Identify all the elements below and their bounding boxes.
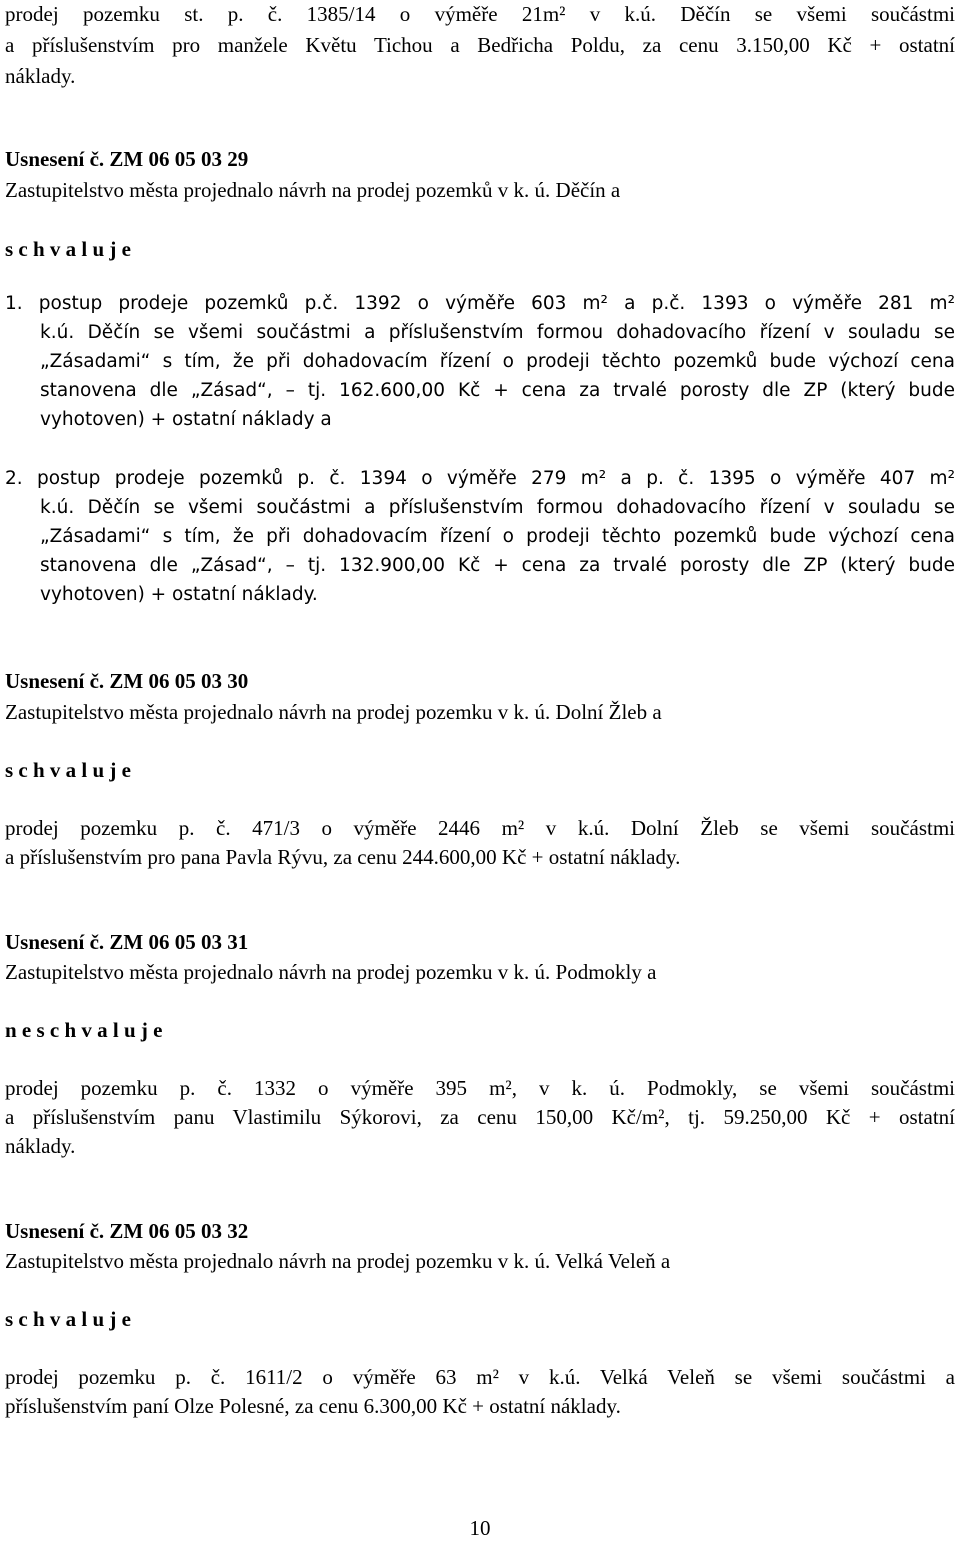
resolution-31-line-1: prodej pozemku p. č. 1332 o výměře 395 m², v k. ú. Podmokly, se všemi součástmi: [5, 1076, 955, 1100]
resolution-29-point1-line4: stanovena dle „Zásad“, – tj. 162.600,00 Kč + cena za trvalé porosty dle ZP (který bude: [40, 380, 955, 401]
resolution-29-text: Zastupitelstvo města projednalo návrh na prodej pozemků v k. ú. Děčín a: [5, 178, 621, 202]
intro-line-1: prodej pozemku st. p. č. 1385/14 o výměře 21m² v k.ú. Děčín se všemi součástmi: [5, 2, 955, 26]
resolution-29-verdict: s c h v a l u j e: [5, 237, 131, 261]
resolution-29-point2-line5: vyhotoven) + ostatní náklady.: [40, 584, 318, 605]
resolution-29-heading: Usnesení č. ZM 06 05 03 29: [5, 147, 249, 171]
resolution-29-point2-line4: stanovena dle „Zásad“, – tj. 132.900,00 Kč + cena za trvalé porosty dle ZP (který bude: [40, 555, 955, 576]
resolution-32-verdict: s c h v a l u j e: [5, 1307, 131, 1331]
resolution-30-heading: Usnesení č. ZM 06 05 03 30: [5, 669, 249, 693]
resolution-32-line-2: příslušenstvím paní Olze Polesné, za cenu 6.300,00 Kč + ostatní náklady.: [5, 1394, 621, 1418]
resolution-29-point1-line1: 1. postup prodeje pozemků p.č. 1392 o výměře 603 m² a p.č. 1393 o výměře 281 m²: [5, 293, 955, 314]
resolution-30-line-2: a příslušenstvím pro pana Pavla Rývu, za cenu 244.600,00 Kč + ostatní náklady.: [5, 845, 681, 869]
resolution-31-heading: Usnesení č. ZM 06 05 03 31: [5, 930, 249, 954]
resolution-32-text: Zastupitelstvo města projednalo návrh na prodej pozemku v k. ú. Velká Veleň a: [5, 1249, 671, 1273]
resolution-31-verdict: n e s c h v a l u j e: [5, 1018, 163, 1042]
resolution-31-line-3: náklady.: [5, 1134, 76, 1158]
resolution-31-text: Zastupitelstvo města projednalo návrh na prodej pozemku v k. ú. Podmokly a: [5, 960, 657, 984]
resolution-29-point1-line2: k.ú. Děčín se všemi součástmi a příslušenstvím formou dohadovacího řízení v souladu se: [40, 322, 955, 343]
resolution-32-heading: Usnesení č. ZM 06 05 03 32: [5, 1219, 249, 1243]
resolution-30-text: Zastupitelstvo města projednalo návrh na prodej pozemku v k. ú. Dolní Žleb a: [5, 700, 662, 724]
resolution-29-point1-line5: vyhotoven) + ostatní náklady a: [40, 409, 332, 430]
resolution-32-line-1: prodej pozemku p. č. 1611/2 o výměře 63 m² v k.ú. Velká Veleň se všemi součástmi a: [5, 1365, 955, 1389]
resolution-29-point1-line3: „Zásadami“ s tím, že při dohadovacím řízení o prodeji těchto pozemků bude výchozí cena: [40, 351, 955, 372]
intro-line-3: náklady.: [5, 64, 76, 88]
resolution-29-point2-line3: „Zásadami“ s tím, že při dohadovacím řízení o prodeji těchto pozemků bude výchozí cena: [40, 526, 955, 547]
resolution-30-verdict: s c h v a l u j e: [5, 758, 131, 782]
resolution-29-point2-line2: k.ú. Děčín se všemi součástmi a příslušenstvím formou dohadovacího řízení v souladu se: [40, 497, 955, 518]
resolution-30-line-1: prodej pozemku p. č. 471/3 o výměře 2446 m² v k.ú. Dolní Žleb se všemi součástmi: [5, 816, 955, 840]
resolution-31-line-2: a příslušenstvím panu Vlastimilu Sýkorovi, za cenu 150,00 Kč/m², tj. 59.250,00 Kč + ostatní: [5, 1105, 955, 1129]
intro-line-2: a příslušenstvím pro manžele Květu Tichou a Bedřicha Poldu, za cenu 3.150,00 Kč + ostatní: [5, 33, 955, 57]
resolution-29-point2-line1: 2. postup prodeje pozemků p. č. 1394 o výměře 279 m² a p. č. 1395 o výměře 407 m²: [5, 468, 955, 489]
page-number: 10: [469, 1516, 491, 1540]
